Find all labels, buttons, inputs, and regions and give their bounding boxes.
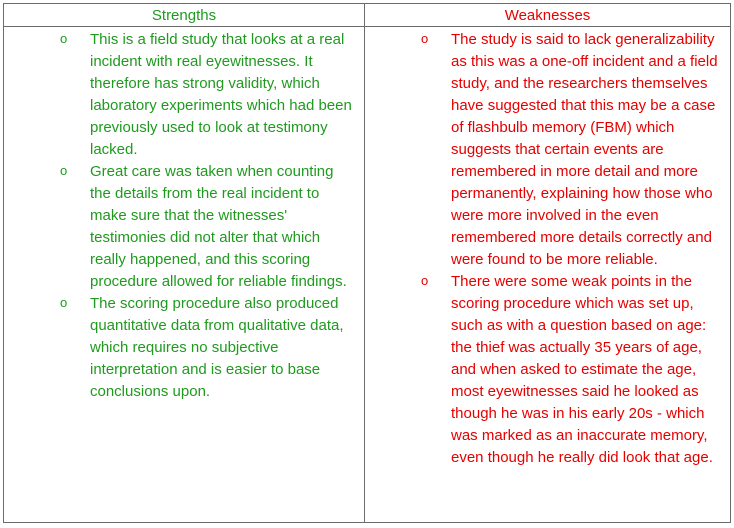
weakness-text: There were some weak points in the scoring procedure which was set up, such as with a question based on age: the thief was actually 35 years of age, and when asked to estimate the age, most eyewitnesses said he looked as though he was in his early 20s - which was marked as an inaccurate memory, even though he really did look that age.: [451, 273, 713, 466]
weaknesses-header: Weaknesses: [365, 4, 731, 27]
bullet-icon: o: [60, 163, 68, 178]
strength-text: Great care was taken when counting the details from the real incident to make sure that the witnesses' testimonies did not alter that which really happened, and this scoring procedure allowed for reliable findings.: [90, 163, 347, 290]
bullet-icon: o: [60, 295, 68, 310]
weakness-text: The study is said to lack generalizability as this was a one-off incident and a field study, and the researchers themselves have suggested that this may be a case of flashbulb memory (FBM) which suggests that certain events are remembered in more detail and more permanently, explaining how those who were more involved in the even remembered more details correctly and were found to be more reliable.: [451, 31, 718, 268]
strength-item: [4, 293, 358, 403]
strength-text: This is a field study that looks at a real incident with real eyewitnesses. It therefore has strong validity, which laboratory experiments which had been previously used to look at testimony lacked.: [90, 31, 352, 158]
weakness-item: [365, 29, 724, 271]
bullet-icon: o: [421, 31, 429, 46]
strengths-list: [4, 27, 364, 403]
strength-item: [4, 161, 358, 293]
strength-item: [4, 29, 358, 161]
strengths-header: Strengths: [4, 4, 365, 27]
strengths-cell: [4, 27, 365, 523]
bullet-icon: o: [60, 31, 68, 46]
weakness-item: [365, 271, 724, 469]
bullet-icon: o: [421, 273, 429, 288]
strengths-weaknesses-table: [3, 3, 731, 523]
header-row: [4, 4, 731, 27]
weaknesses-list: [365, 27, 730, 469]
content-row: [4, 27, 731, 523]
strength-text: The scoring procedure also produced quantitative data from qualitative data, which requires no subjective interpretation and is easier to base conclusions upon.: [90, 295, 344, 400]
weaknesses-cell: [365, 27, 731, 523]
